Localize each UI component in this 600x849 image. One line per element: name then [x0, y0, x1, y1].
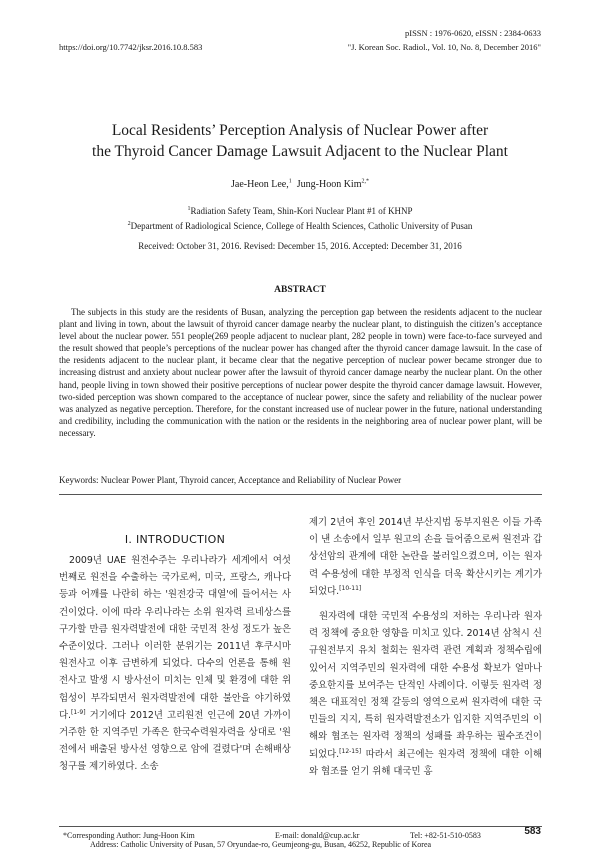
author-1: Jae-Heon Lee,	[231, 179, 289, 190]
author-2-sup: 2,*	[361, 178, 369, 185]
intro-paragraph-2	[309, 608, 542, 780]
body-column-left	[59, 552, 291, 776]
title-line-1: Local Residents’ Perception Analysis of Nuclear Power after	[111, 122, 489, 139]
footnote-divider	[59, 826, 542, 827]
intro-p1-tail: 거기에다 2012년 고리원전 인근에 20년 가까이 거주한 한 지역주민 가족은 한국수력원자력을 상대로 '원전에서 배출된 방사선 영향으로 암에 걸렸다'며 손해배상청구를 제기하였다. 소송	[59, 709, 291, 773]
section-divider	[59, 494, 542, 495]
affiliation-1	[0, 206, 600, 216]
affiliation-2-sup: 2	[127, 221, 131, 227]
author-1-sup: 1	[288, 178, 292, 185]
citation-ref: [12-15]	[339, 747, 362, 755]
affiliation-1-sup: 1	[187, 206, 191, 212]
author-phone: Tel: +82-51-510-0583	[410, 831, 481, 840]
author-address: Address: Catholic University of Pusan, 57 Oryundae-ro, Geumjeong-gu, Busan, 46252, Republic of Korea	[90, 840, 432, 849]
affiliation-2	[0, 221, 600, 231]
body-column-right	[309, 514, 542, 780]
citation-ref: [1-9]	[71, 708, 86, 716]
affiliation-1-text: Radiation Safety Team, Shin-Kori Nuclear Plant #1 of KHNP	[190, 206, 413, 216]
section-heading-introduction: Ⅰ. INTRODUCTION	[124, 533, 226, 546]
author-email[interactable]: E-mail: donald@cup.ac.kr	[275, 831, 360, 840]
keywords: Keywords: Nuclear Power Plant, Thyroid cancer, Acceptance and Reliability of Nuclear Power	[59, 475, 402, 485]
affiliation-2-text: Department of Radiological Science, College of Health Sciences, Catholic University of Pusan	[130, 221, 473, 231]
title-line-2: the Thyroid Cancer Damage Lawsuit Adjacent to the Nuclear Plant	[92, 143, 508, 160]
page-number: 583	[524, 826, 541, 837]
issn-line: pISSN : 1976-0620, eISSN : 2384-0633	[404, 28, 541, 38]
paper-title	[40, 120, 560, 162]
intro-p1-text: 2009년 UAE 원전수주는 우리나라가 세계에서 여섯 번째로 원전을 수출하는 국가로써, 미국, 프랑스, 캐나다 등과 어깨를 나란히 하는 '원전강국 대열'에 들어서는 사건이었다. 이에 따라 우리나라는 소위 원자력 르네상스를 구가할 만큼 원자력발전에 대한 국민적 찬성 정도가 높은 수준이었다. 그러나 이러한 분위기는 2011년 후쿠시마 원전사고 이후 급변하게 되었다. 다수의 언론을 통해 원전사고 발생 시 방사선이 미치는 인체 및 환경에 대한 위험성이 부각되면서 원자력발전에 대한 불안을 야기하였다.	[59, 555, 291, 721]
author-list	[0, 179, 600, 190]
doi-link[interactable]: https://doi.org/10.7742/jksr.2016.10.8.583	[59, 42, 203, 52]
intro-paragraph-1	[59, 552, 291, 776]
abstract-heading: ABSTRACT	[274, 285, 326, 295]
intro-p1-cont-text: 제기 2년여 후인 2014년 부산지법 동부지원은 이들 가족이 낸 소송에서 일부 원고의 손을 들어줌으로써 원전과 갑상선암의 관계에 대한 논란을 불러일으켰으며, 이는 원자력 수용성에 대한 부정적 인식을 더욱 확산시키는 계기가 되었다.	[309, 517, 542, 597]
intro-paragraph-1-cont	[309, 514, 542, 600]
author-2: Jung-Hoon Kim	[296, 179, 362, 190]
citation-ref: [10-11]	[339, 584, 362, 592]
intro-p2-tail: 따라서 최근에는 원자력 정책에 대한 이해와 협조를 얻기 위해 대국민 홍	[309, 748, 542, 777]
abstract-text: The subjects in this study are the residents of Busan, analyzing the perception gap between the residents adjacent to the nuclear plant and living in town, about the lawsuit of thyroid cancer damage nearby the nuclear plant, to distinguish the citizen’s acceptance level about the nuclear power. 551 people(269 people adjacent to nuclear plant, 282 people in town) were face-to-face surveyed and the result showed that people’s perceptions of the nuclear power has changed after the thyroid cancer damage lawsuit. In the case of the residents adjacent to the nuclear plant, it became clear that the negative perception of nuclear power became stronger due to increasing distrust and anxiety about nuclear power after the lawsuit of thyroid cancer damage nearby the nuclear plant. On the other hand, people living in town showed their positive perceptions of nuclear power despite the thyroid cancer damage lawsuit. However, two-sided perception was shown compared to the acceptance of nuclear power, since the safety and reliability of the nuclear power was analyzed as negative perception. Therefore, for the constant increased use of nuclear power in the future, national understanding and credibility, including the communication with the nation or the residents in the neighboring area of nuclear power plant, will be necessary.	[59, 307, 542, 438]
received-dates: Received: October 31, 2016. Revised: December 15, 2016. Accepted: December 31, 2016	[138, 241, 462, 251]
intro-p2-text: 원자력에 대한 국민적 수용성의 저하는 우리나라 원자력 정책에 중요한 영향을 미치고 있다. 2014년 삼척시 신규원전부지 유치 철회는 원자력 관련 계획과 정책수립에 있어서 지역주민의 원자력에 대한 수용성 확보가 얼마나 중요한지를 보여주는 단적인 사례이다. 이렇듯 원자력 정책은 대표적인 정책 갈등의 영역으로써 원자력에 대한 국민들의 지지, 특히 원자력발전소가 입지한 지역주민의 이해와 협조는 원자력 정책의 성패를 좌우하는 필수조건이 되었다.	[309, 611, 542, 760]
journal-citation: "J. Korean Soc. Radiol., Vol. 10, No. 8, December 2016"	[347, 42, 541, 52]
corresponding-author: *Corresponding Author: Jung-Hoon Kim	[63, 831, 195, 840]
